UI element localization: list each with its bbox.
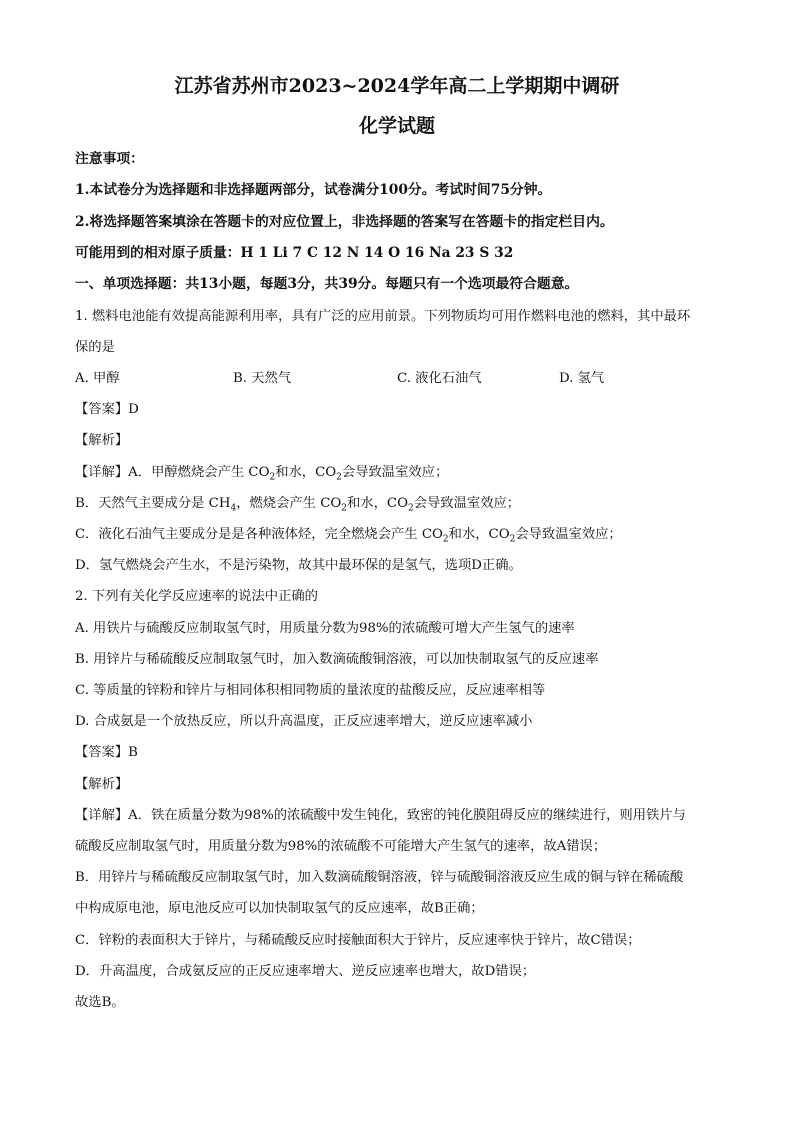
q1-detail-a-text-1: 【详解】A．甲醇燃烧会产生 CO [75,465,270,480]
q1-detail-b [75,495,725,513]
q2-option-b: B. 用锌片与稀硫酸反应制取氢气时，加入数滴硫酸铜溶液，可以加快制取氢气的反应速率 [75,652,599,667]
q1-detail-a [75,464,725,482]
q1-detail-b-text-2: ，燃烧会产生 CO [236,496,342,511]
q2-stem: 2. 下列有关化学反应速率的说法中正确的 [75,589,318,604]
q2-detail-b-line-2: 中构成原电池，原电池反应可以加快制取氢气的反应速率，故B正确； [75,901,484,916]
document-title: 江苏省苏州市2023~2024学年高二上学期期中调研 [174,75,620,97]
q2-option-d: D. 合成氨是一个放热反应，所以升高温度，正反应速率增大，逆反应速率减小 [75,714,533,729]
subscript: 4 [230,503,237,514]
q2-detail-c: C．锌粉的表面积大于锌片，与稀硫酸反应时接触面积大于锌片，反应速率快于锌片，故C错误； [75,933,641,948]
subscript: 2 [407,503,414,514]
subscript: 2 [336,472,342,483]
q2-detail-a-line-1: 【详解】A．铁在质量分数为98%的浓硫酸中发生钝化，致密的钝化膜阻碍反应的继续进行，则用铁片与 [75,808,686,823]
subscript: 2 [509,534,516,545]
subscript: 2 [341,503,348,514]
q1-detail-c [75,526,725,544]
q2-analysis-label: 【解析】 [75,777,129,792]
notice-heading: 注意事项： [75,151,144,167]
q1-detail-c-text-1: C．液化石油气主要成分是是各种液体烃，完全燃烧会产生 CO [75,527,443,542]
notice-item-1: 1.本试卷分为选择题和非选择题两部分，试卷满分100分。考试时间75分钟。 [75,182,552,198]
q1-stem-line-2: 保的是 [75,340,115,355]
q1-stem-line-1: 1. 燃料电池能有效提高能源利用率，具有广泛的应用前景。下列物质均可用作燃料电池的燃料，其中最环 [75,309,691,324]
q1-option-a: A. 甲醇 [75,371,120,386]
q1-option-c: C. 液化石油气 [397,371,482,386]
q1-analysis-label: 【解析】 [75,433,129,448]
q2-detail-a-line-2: 硫酸反应制取氢气时，用质量分数为98%的浓硫酸不可能增大产生氢气的速率，故A错误； [75,839,607,854]
section-heading: 一、单项选择题：共13小题，每题3分，共39分。每题只有一个选项最符合题意。 [75,276,579,292]
notice-item-2: 2.将选择题答案填涂在答题卡的对应位置上，非选择题的答案写在答题卡的指定栏目内。 [75,214,614,230]
q1-detail-b-text-3: 和水，CO [347,496,408,511]
q1-detail-b-text-1: B．天然气主要成分是 CH [75,496,231,511]
q1-answer: 【答案】D [75,402,139,417]
q1-detail-d: D．氢气燃烧会产生水，不是污染物，故其中最环保的是氢气，选项D正确。 [75,558,522,573]
q2-option-c: C. 等质量的锌粉和锌片与相同体积相同物质的量浓度的盐酸反应，反应速率相等 [75,683,546,698]
q2-option-a: A. 用铁片与硫酸反应制取氢气时，用质量分数为98%的浓硫酸可增大产生氢气的速率 [75,621,575,636]
q2-answer: 【答案】B [75,745,138,760]
subscript: 2 [269,472,276,483]
q1-option-d: D. 氢气 [559,371,605,386]
q1-option-b: B. 天然气 [233,371,292,386]
atomic-mass-line: 可能用到的相对原子质量：H 1 Li 7 C 12 N 14 O 16 Na 23 S 32 [75,245,514,261]
q1-detail-c-text-2: 和水，CO [448,527,510,542]
q1-detail-a-text-2: 和水，CO [275,465,337,480]
subscript: 2 [442,534,449,545]
q1-detail-a-text-3: 会导致温室效应； [341,465,449,480]
q2-conclusion: 故选B。 [75,995,125,1010]
q2-detail-b-line-1: B．用锌片与稀硫酸反应制取氢气时，加入数滴硫酸铜溶液，锌与硫酸铜溶液反应生成的铜与锌在稀硫酸 [75,870,684,885]
document-subtitle: 化学试题 [358,115,435,137]
q2-detail-d: D．升高温度，合成氨反应的正反应速率增大、逆反应速率也增大，故D错误； [75,964,536,979]
q1-detail-c-text-3: 会导致温室效应； [515,527,622,542]
q1-detail-b-text-4: 会导致温室效应； [413,496,521,511]
